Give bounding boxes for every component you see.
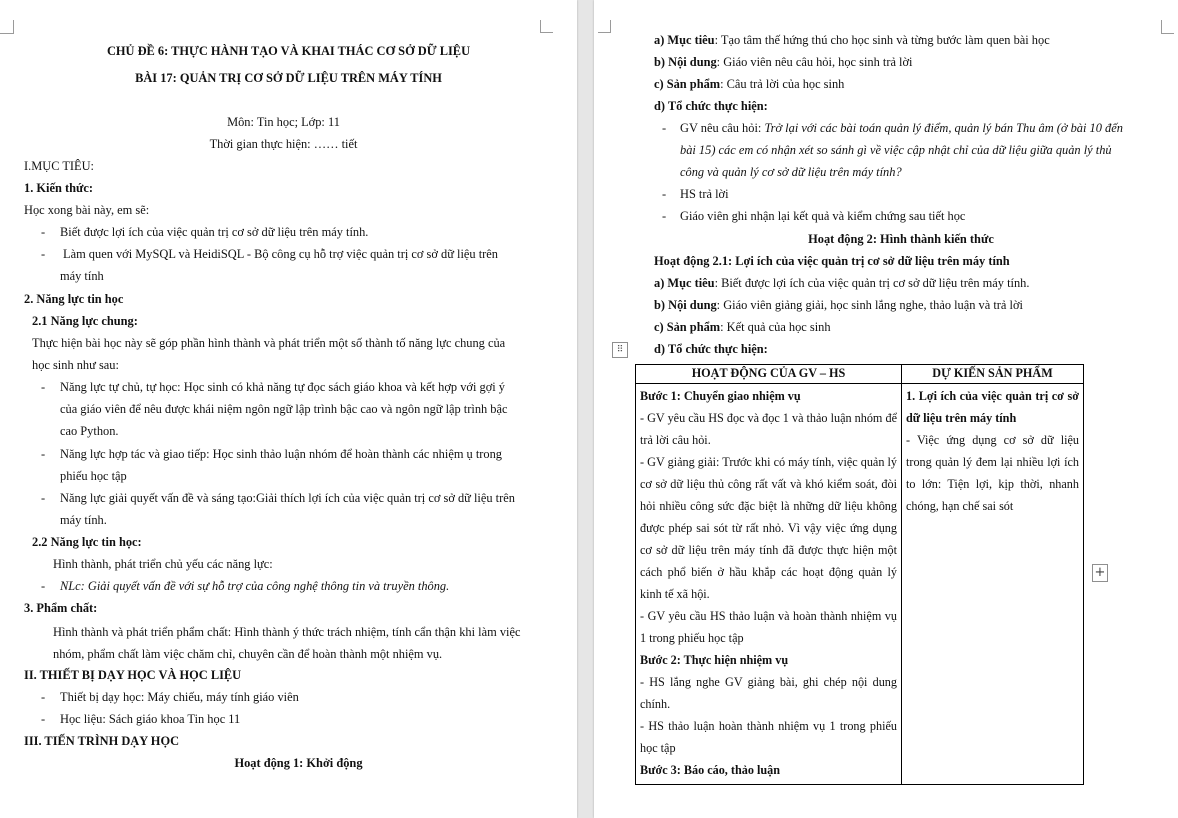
general-item-1-cont: của giáo viên để nêu được khái niệm ngôn ngữ lập trình bậc cao và ngôn ngữ lập trình bậc — [60, 402, 508, 416]
bullet-dash: - — [41, 225, 46, 239]
products-cell[interactable] — [902, 384, 1084, 785]
crop-mark-top-left — [598, 20, 611, 33]
knowledge-intro: Học xong bài này, em sẽ: — [24, 203, 150, 217]
goal2-line — [654, 275, 1029, 291]
step-2-para-1: - HS lắng nghe GV giảng bài, ghi chép nội dung chính. — [640, 675, 897, 711]
step-3-title: Bước 3: Báo cáo, thảo luận — [640, 763, 781, 777]
content2-line — [654, 297, 1023, 313]
general-intro-cont: học sinh như sau: — [32, 358, 119, 372]
bullet-dash: - — [662, 209, 667, 223]
step-1-para-3: - GV yêu cầu HS thảo luận và hoàn thành nhiệm vụ 1 trong phiếu học tập — [640, 609, 897, 645]
heading-it-competence: 2.2 Năng lực tin học: — [32, 535, 142, 549]
content-text: : Giáo viên nêu câu hỏi, học sinh trả lời — [716, 55, 913, 69]
quality-text: Hình thành và phát triển phẩm chất: Hình thành ý thức trách nhiệm, tính cẩn thận khi làm việc — [53, 625, 521, 639]
general-item-2-cont: phiếu học tập — [60, 469, 127, 483]
content-label: b) Nội dung — [654, 55, 717, 69]
product2-label: c) Sản phẩm — [654, 320, 721, 334]
general-item-3: Năng lực giải quyết vấn đề và sáng tạo:Giải thích lợi ích của việc quản trị cơ sở dữ liệu trên — [60, 491, 515, 505]
crop-mark-top-right — [1161, 20, 1174, 34]
heading-equipment: II. THIẾT BỊ DẠY HỌC VÀ HỌC LIỆU — [24, 668, 242, 682]
activity-2-1-title: Hoạt động 2.1: Lợi ích của việc quản trị cơ sở dữ liệu trên máy tính — [654, 254, 1010, 268]
activities-cell[interactable] — [636, 384, 902, 785]
bullet-dash: - — [41, 447, 46, 461]
table-move-handle-icon[interactable]: ⠿ — [612, 342, 628, 358]
general-item-3-cont: máy tính. — [60, 513, 107, 527]
general-item-1-cont2: cao Python. — [60, 424, 119, 438]
it-item-1: NLc: Giải quyết vấn đề với sự hỗ trợ của công nghệ thông tin và truyền thông. — [60, 579, 450, 593]
activity-2-title: Hoạt động 2: Hình thành kiến thức — [808, 232, 994, 246]
teacher-record: Giáo viên ghi nhận lại kết quả và kiểm chứng sau tiết học — [680, 209, 966, 223]
general-intro: Thực hiện bài học này sẽ góp phần hình thành và phát triển một số thành tố năng lực chung của — [32, 336, 506, 350]
product2-text: : Kết quả của học sinh — [720, 320, 831, 334]
product-text: : Câu trả lời của học sinh — [720, 77, 845, 91]
goal-text: : Tạo tâm thế hứng thú cho học sinh và từng bước làm quen bài học — [714, 33, 1050, 47]
knowledge-item-1: Biết được lợi ích của việc quản trị cơ sở dữ liệu trên máy tính. — [60, 225, 369, 239]
goal-line — [654, 32, 1050, 48]
table-header-row — [636, 365, 1084, 384]
teacher-question: Trở lại với các bài toán quản lý điểm, quản lý bán Thu âm (ở bài 10 đến — [764, 121, 1123, 135]
bullet-dash: - — [41, 690, 46, 704]
bullet-dash: - — [41, 380, 46, 394]
equipment-item-2: Học liệu: Sách giáo khoa Tin học 11 — [60, 712, 241, 726]
bullet-dash: - — [662, 121, 667, 135]
bullet-dash: - — [41, 712, 46, 726]
general-item-2: Năng lực hợp tác và giao tiếp: Học sinh thảo luận nhóm để hoàn thành các nhiệm ụ trong — [60, 447, 503, 461]
knowledge-item-2: Làm quen với MySQL và HeidiSQL - Bộ công cụ hỗ trợ việc quản trị cơ sở dữ liệu trên — [63, 247, 498, 261]
activity-1-title: Hoạt động 1: Khởi động — [234, 756, 363, 770]
chapter-title: CHỦ ĐỀ 6: THỰC HÀNH TẠO VÀ KHAI THÁC CƠ SỞ DỮ LIỆU — [106, 44, 471, 58]
heading-objectives: I.MỤC TIÊU: — [24, 159, 94, 173]
content-line — [654, 54, 912, 70]
product-line — [654, 76, 844, 92]
goal-label: a) Mục tiêu — [654, 33, 715, 47]
table-row — [636, 384, 1084, 785]
heading-quality: 3. Phẩm chất: — [24, 601, 98, 615]
step-1-para-1: - GV yêu cầu HS đọc và đọc 1 và thảo luận nhóm để trả lời câu hỏi. — [640, 411, 897, 447]
document-page-left — [0, 0, 577, 818]
general-item-1: Năng lực tự chủ, tự học: Học sinh có khả năng tự đọc sách giáo khoa và kết hợp với gợi ý — [60, 380, 505, 394]
bullet-dash: - — [41, 491, 46, 505]
step-2-para-2: - HS thảo luận hoàn thành nhiệm vụ 1 trong phiếu học tập — [640, 719, 897, 755]
step-2-title: Bước 2: Thực hiện nhiệm vụ — [640, 653, 789, 667]
step-1-title: Bước 1: Chuyển giao nhiệm vụ — [640, 389, 801, 403]
it-intro: Hình thành, phát triển chủ yếu các năng lực: — [53, 557, 273, 571]
step-1-para-2: - GV giảng giải: Trước khi có máy tính, việc quản lý cơ sở dữ liệu thủ công rất vất và khó kiểm soát, đòi hỏi nhiều công sức đặc biệt là những dữ liệu không được phép sai sót từ rất nhỏ. Vì vậy việc ứng dụng cơ sở dữ liệu trên máy tính đã được thực hiện một cách phổ biến ở hầu khắp các hoạt động quản lý kinh tế xã hội. — [640, 455, 897, 601]
heading-competence: 2. Năng lực tin học — [24, 292, 124, 306]
add-row-plus-icon[interactable]: + — [1092, 564, 1108, 582]
heading-knowledge: 1. Kiến thức: — [24, 181, 94, 195]
knowledge-item-2-cont: máy tính — [60, 269, 104, 283]
duration-line: Thời gian thực hiện: …… tiết — [209, 137, 358, 151]
table-header-activities: HOẠT ĐỘNG CỦA GV – HS — [636, 365, 902, 384]
student-answer: HS trả lời — [680, 187, 729, 201]
teacher-question-line-2: bài 15) các em có nhận xét so sánh gì về việc cập nhật chỉ của dữ liệu giữa quản lý thủ — [680, 143, 1112, 157]
crop-mark-top-right — [540, 20, 553, 33]
product2-line — [654, 319, 831, 335]
heading-process: III. TIẾN TRÌNH DẠY HỌC — [24, 734, 180, 748]
organization-heading: d) Tổ chức thực hiện: — [654, 99, 768, 113]
equipment-item-1: Thiết bị dạy học: Máy chiếu, máy tính giáo viên — [60, 690, 299, 704]
bullet-dash: - — [662, 187, 667, 201]
crop-mark-top-left — [0, 20, 14, 34]
content2-text: : Giáo viên giảng giải, học sinh lắng nghe, thảo luận và trả lời — [716, 298, 1023, 312]
heading-general-competence: 2.1 Năng lực chung: — [32, 314, 138, 328]
lesson-title: BÀI 17: QUẢN TRỊ CƠ SỞ DỮ LIỆU TRÊN MÁY TÍNH — [135, 71, 442, 85]
table-header-products: DỰ KIẾN SẢN PHẨM — [902, 365, 1084, 384]
product-text-cell: - Việc ứng dụng cơ sở dữ liệu trong quản lý đem lại nhiều lợi ích to lớn: Tiện lợi, kịp thời, nhanh chóng, hạn chế sai sót — [906, 433, 1079, 513]
goal2-label: a) Mục tiêu — [654, 276, 715, 290]
teacher-question-line-1 — [680, 120, 1123, 136]
content2-label: b) Nội dung — [654, 298, 717, 312]
subject-line: Môn: Tin học; Lớp: 11 — [227, 115, 340, 129]
bullet-dash: - — [41, 247, 46, 261]
bullet-dash: - — [41, 579, 46, 593]
product-label: c) Sản phẩm — [654, 77, 721, 91]
organization2-heading: d) Tổ chức thực hiện: — [654, 342, 768, 356]
teacher-question-prefix: GV nêu câu hỏi: — [680, 121, 765, 135]
teacher-question-line-3: công và quản lý cơ sở dữ liệu trên máy tính? — [680, 165, 902, 179]
product-title: 1. Lợi ích của việc quản trị cơ sở dữ liệu trên máy tính — [906, 389, 1079, 425]
activity-plan-table — [635, 364, 1084, 785]
document-page-right — [594, 0, 1178, 818]
quality-text-cont: nhóm, phẩm chất làm việc chăm chỉ, chuyên cần để hoàn thành một nhiệm vụ. — [53, 647, 443, 661]
goal2-text: : Biết được lợi ích của việc quản trị cơ sở dữ liệu trên máy tính. — [714, 276, 1030, 290]
